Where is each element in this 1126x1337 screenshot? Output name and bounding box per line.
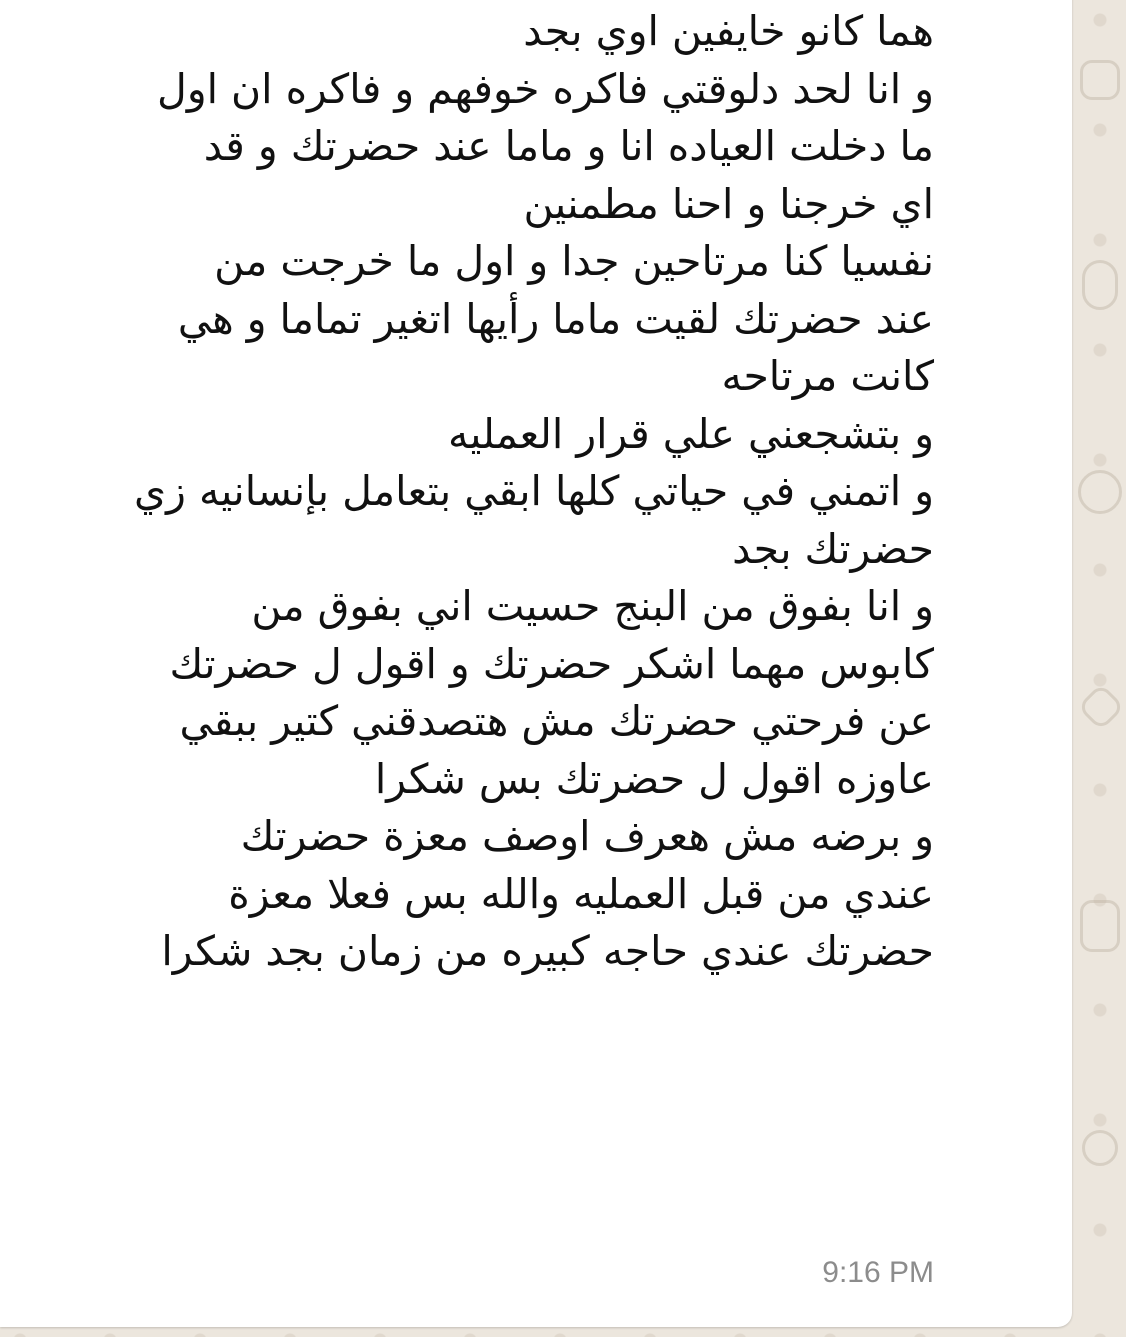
message-timestamp: 9:16 PM xyxy=(822,1256,934,1289)
message-line: عن فرحتي حضرتك مش هتصدقني كتير ببقي xyxy=(179,697,934,745)
message-line: نفسيا كنا مرتاحين جدا و اول ما خرجت من xyxy=(214,237,934,285)
wallpaper-doodle-icon xyxy=(1082,1130,1118,1166)
wallpaper-doodle-icon xyxy=(1080,60,1120,100)
message-line: و برضه مش هعرف اوصف معزة حضرتك xyxy=(240,812,934,860)
message-line: عاوزه اقول ل حضرتك بس شكرا xyxy=(374,754,934,803)
wallpaper-doodle-icon xyxy=(1077,683,1125,731)
message-line: و انا لحد دلوقتي فاكره خوفهم و فاكره ان اول xyxy=(157,64,934,113)
message-line: حضرتك بجد xyxy=(732,524,934,573)
message-line: كانت مرتاحه xyxy=(721,352,934,400)
message-line: حضرتك عندي حاجه كبيره من زمان بجد شكرا xyxy=(161,927,934,975)
message-line: و بتشجعني علي قرار العمليه xyxy=(448,409,934,458)
message-line: هما كانو خايفين اوي بجد xyxy=(523,7,934,55)
message-line: كابوس مهما اشكر حضرتك و اقول ل حضرتك xyxy=(169,639,934,688)
message-line: عند حضرتك لقيت ماما رأيها اتغير تماما و هي xyxy=(177,294,934,343)
message-line: اي خرجنا و احنا مطمنين xyxy=(523,179,934,228)
message-line: عندي من قبل العمليه والله بس فعلا معزة xyxy=(228,869,934,918)
wallpaper-doodle-icon xyxy=(1080,900,1120,952)
message-line: ما دخلت العياده انا و ماما عند حضرتك و قد xyxy=(203,122,934,170)
wallpaper-doodle-icon xyxy=(1078,470,1122,514)
wallpaper-doodle-icon xyxy=(1082,260,1118,310)
message-text xyxy=(34,3,934,981)
message-line: و اتمني في حياتي كلها ابقي بتعامل بإنسانيه زي xyxy=(134,467,934,515)
message-line: و انا بفوق من البنج حسيت اني بفوق من xyxy=(251,582,934,630)
